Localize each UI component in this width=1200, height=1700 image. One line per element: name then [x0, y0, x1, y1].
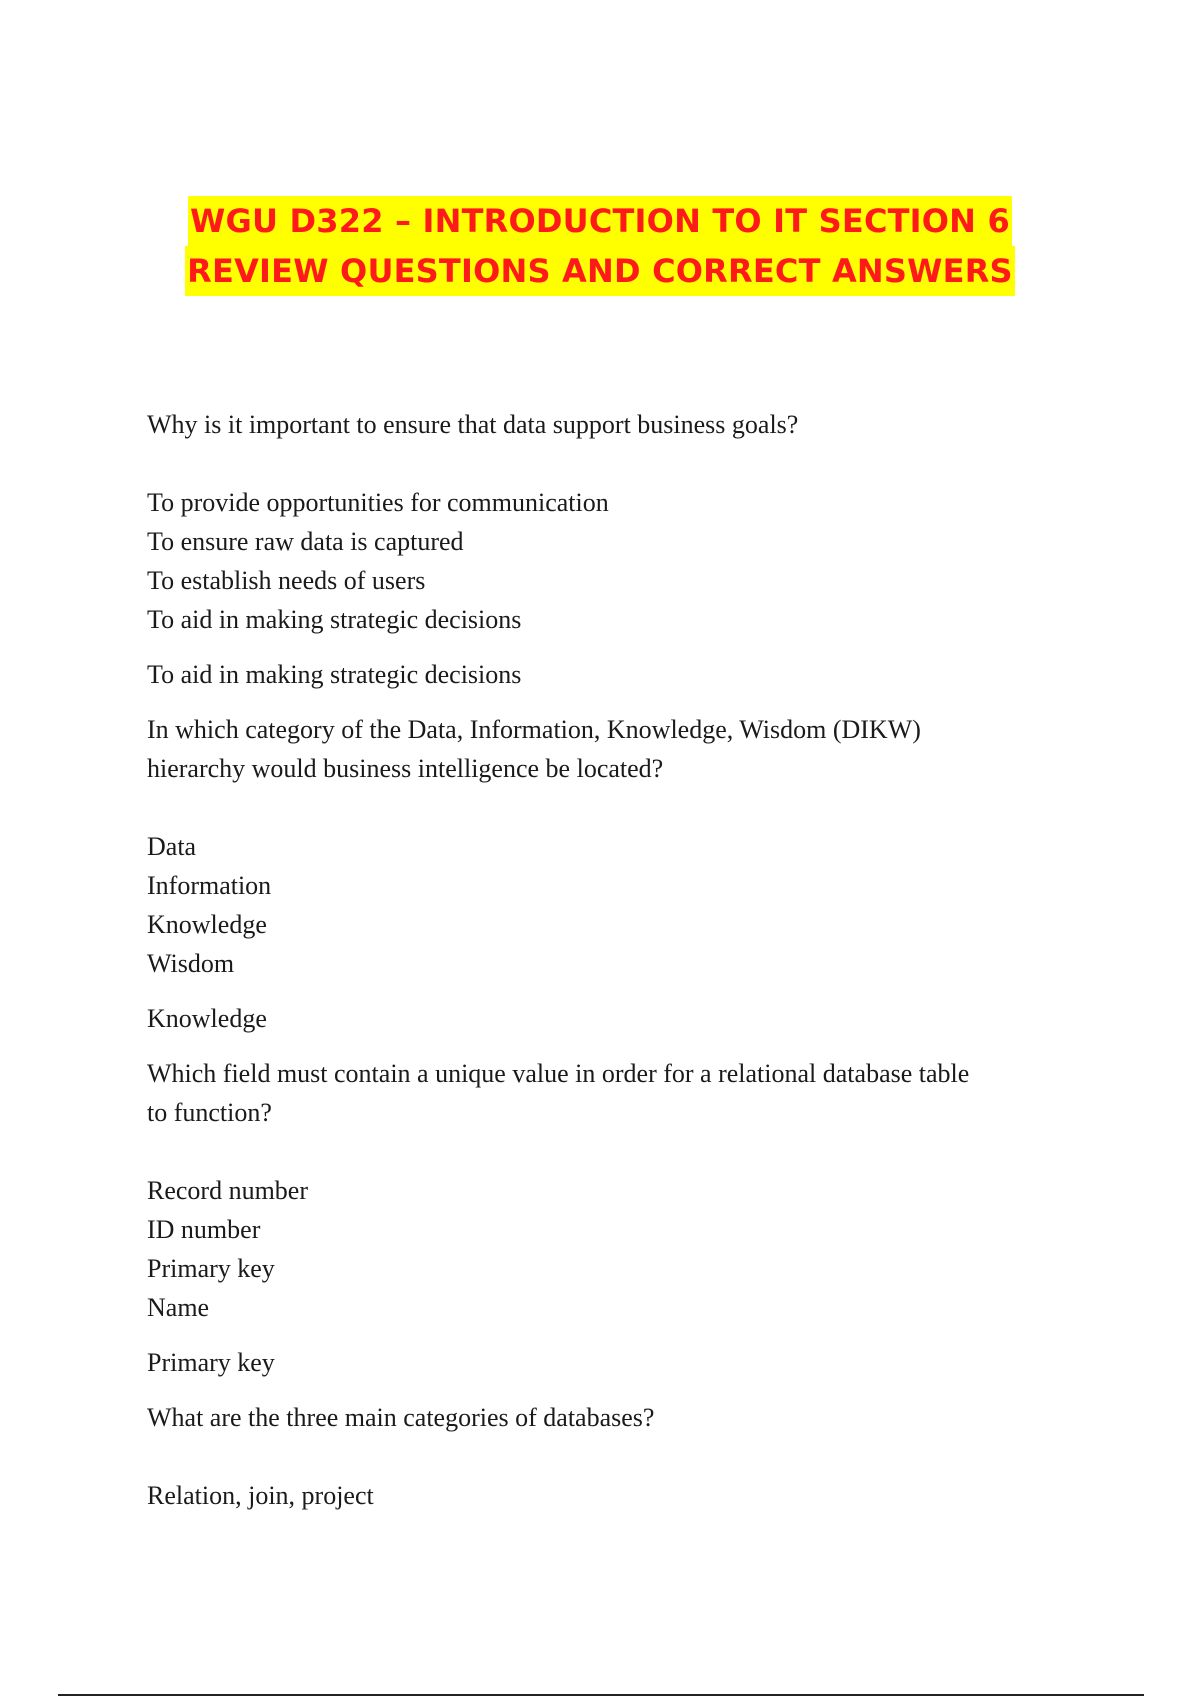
title-line-2: REVIEW QUESTIONS AND CORRECT ANSWERS: [185, 246, 1015, 296]
correct-answer: To aid in making strategic decisions: [147, 660, 522, 689]
answer-option: Knowledge: [147, 910, 267, 939]
question-block: [147, 1398, 1067, 1515]
question-text: hierarchy would business intelligence be located?: [147, 754, 664, 783]
question-text: In which category of the Data, Information, Knowledge, Wisdom (DIKW): [147, 715, 921, 744]
answer-option: To aid in making strategic decisions: [147, 605, 522, 634]
answer-option: To establish needs of users: [147, 566, 426, 595]
answer-option: To provide opportunities for communication: [147, 488, 609, 517]
answer-option: Wisdom: [147, 949, 235, 978]
answer-option: Name: [147, 1293, 210, 1322]
answer-option: Record number: [147, 1176, 309, 1205]
correct-answer: Knowledge: [147, 1004, 267, 1033]
question-block: [147, 1054, 1067, 1382]
question-block: [147, 710, 1067, 1038]
question-block: [147, 405, 1067, 694]
qa-content: [147, 405, 1067, 1515]
answer-option: To ensure raw data is captured: [147, 527, 464, 556]
question-text: to function?: [147, 1098, 272, 1127]
footer-divider: [58, 1694, 1144, 1696]
answer-option: Data: [147, 832, 197, 861]
answer-option: ID number: [147, 1215, 261, 1244]
title-line-1: WGU D322 – INTRODUCTION TO IT SECTION 6: [188, 196, 1012, 246]
correct-answer: Primary key: [147, 1348, 275, 1377]
question-text: What are the three main categories of databases?: [147, 1403, 655, 1432]
question-text: Why is it important to ensure that data support business goals?: [147, 410, 799, 439]
document-title: [0, 196, 1200, 296]
answer-option: Relation, join, project: [147, 1481, 374, 1510]
answer-option: Information: [147, 871, 272, 900]
answer-option: Primary key: [147, 1254, 275, 1283]
question-text: Which field must contain a unique value in order for a relational database table: [147, 1059, 970, 1088]
